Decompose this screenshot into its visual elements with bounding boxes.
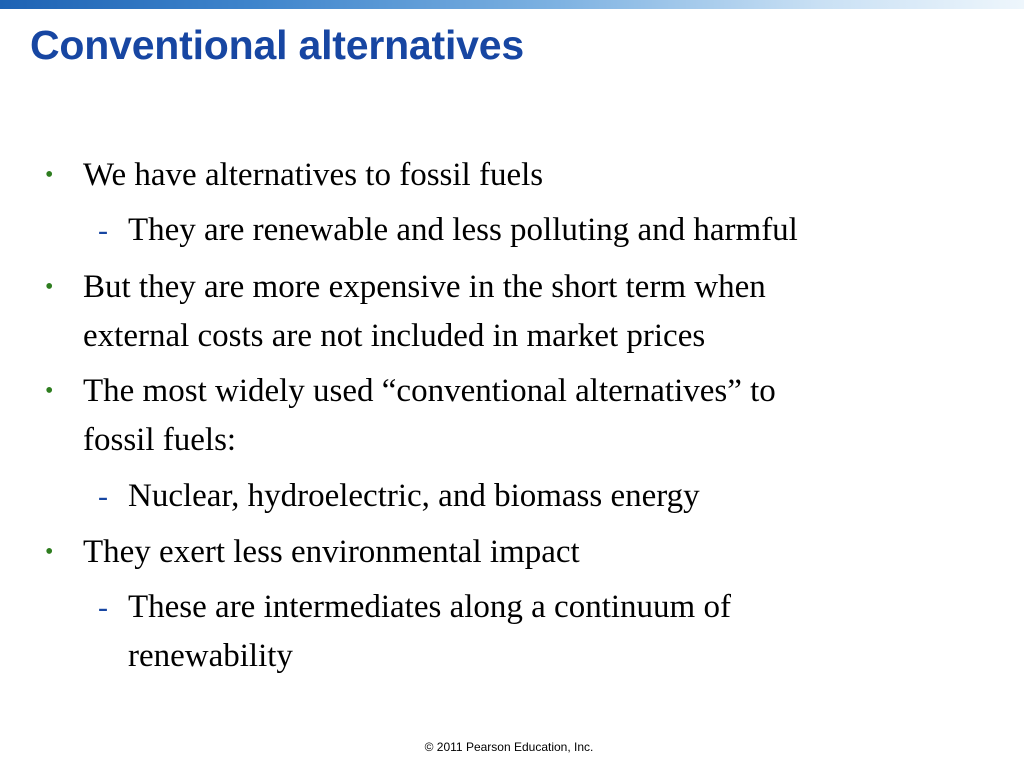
bullet-icon: • — [45, 378, 54, 404]
bullet-icon: • — [45, 162, 54, 188]
sub-bullet-text-line: These are intermediates along a continuum of — [128, 589, 731, 625]
sub-bullet-item — [98, 206, 798, 255]
bullet-item — [45, 367, 776, 465]
dash-icon: - — [98, 214, 108, 247]
dash-icon: - — [98, 480, 108, 513]
bullet-text-line: We have alternatives to fossil fuels — [83, 157, 544, 193]
sub-bullet-text-line: They are renewable and less polluting and harmful — [128, 212, 798, 248]
bullet-item — [45, 151, 544, 200]
bullet-text-line: But they are more expensive in the short term when — [83, 269, 766, 305]
bullet-text-line: external costs are not included in market prices — [83, 318, 706, 354]
sub-bullet-text-line: Nuclear, hydroelectric, and biomass energy — [128, 478, 700, 514]
dash-icon: - — [98, 591, 108, 624]
bullet-item — [45, 263, 766, 361]
bullet-item — [45, 528, 580, 577]
slide-title: Conventional alternatives — [30, 22, 524, 68]
bullet-text-line: The most widely used “conventional alternatives” to — [83, 373, 776, 409]
bullet-icon: • — [45, 274, 54, 300]
top-gradient-band — [0, 0, 1024, 9]
bullet-text-line: They exert less environmental impact — [83, 534, 580, 570]
sub-bullet-item — [98, 472, 700, 521]
bullet-icon: • — [45, 539, 54, 565]
copyright-footer — [0, 740, 1024, 754]
sub-bullet-item — [98, 583, 731, 681]
bullet-text-line: fossil fuels: — [83, 422, 237, 458]
copyright-text: © 2011 Pearson Education, Inc. — [424, 740, 594, 754]
sub-bullet-text-line: renewability — [128, 638, 293, 674]
